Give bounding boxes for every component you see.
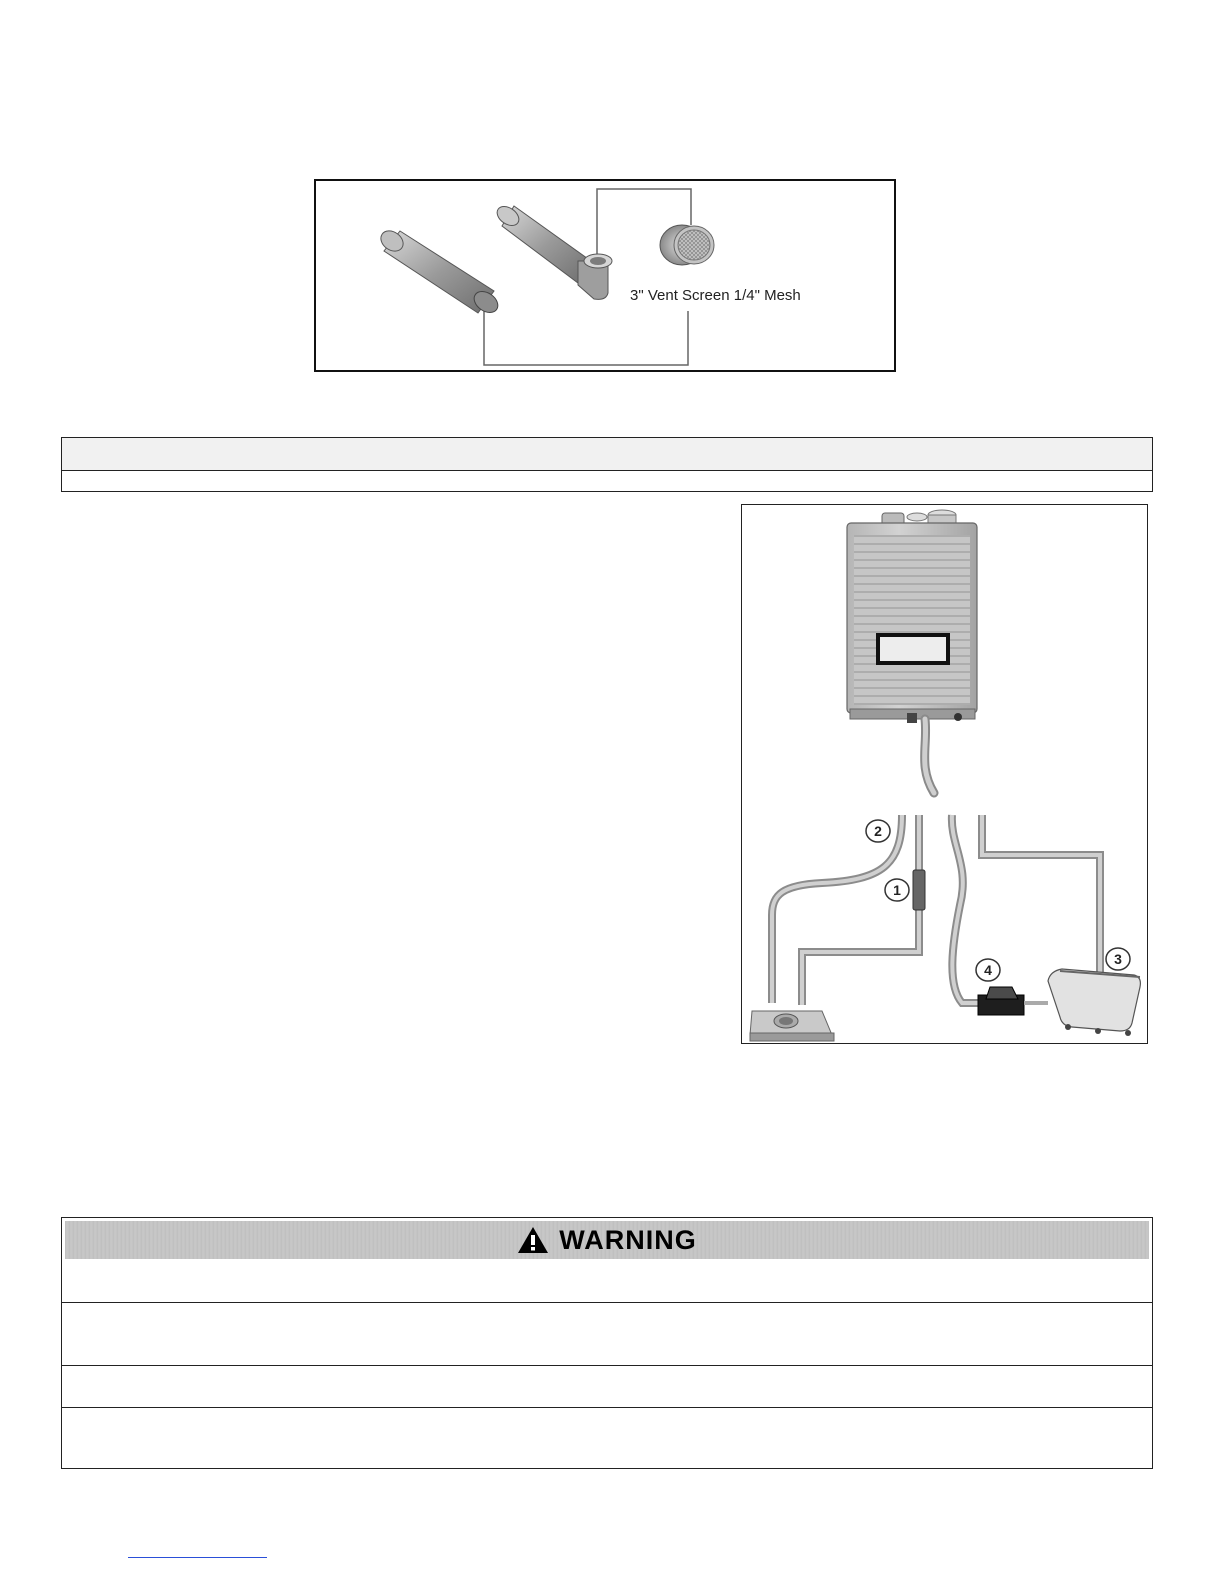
water-heater bbox=[847, 510, 977, 723]
svg-text:3: 3 bbox=[1114, 951, 1122, 967]
section-table-header bbox=[62, 438, 1152, 471]
condensate-pump-icon bbox=[978, 987, 1048, 1015]
callout-4 bbox=[976, 959, 1000, 981]
drain-pipe-3 bbox=[982, 815, 1100, 973]
warning-header bbox=[65, 1221, 1149, 1259]
footer-link[interactable] bbox=[128, 1557, 267, 1558]
warning-row-divider bbox=[62, 1302, 1152, 1303]
condensate-drain-figure bbox=[741, 504, 1148, 1044]
vent-screen-icon bbox=[660, 225, 714, 265]
straight-pipe bbox=[377, 227, 502, 317]
connector-line bbox=[484, 301, 688, 365]
svg-text:1: 1 bbox=[893, 882, 901, 898]
laundry-tub-icon bbox=[1048, 969, 1140, 1036]
drain-pipe-2 bbox=[772, 815, 902, 1003]
warning-row-divider bbox=[62, 1407, 1152, 1408]
warning-triangle-icon bbox=[517, 1226, 549, 1254]
vent-kit-illustration bbox=[316, 181, 898, 374]
warning-title: WARNING bbox=[559, 1224, 697, 1255]
callout-2 bbox=[866, 820, 890, 842]
section-table bbox=[61, 437, 1153, 492]
warning-table bbox=[61, 1217, 1153, 1469]
condensate-drain-illustration bbox=[742, 505, 1149, 1045]
svg-text:4: 4 bbox=[984, 962, 992, 978]
svg-text:2: 2 bbox=[874, 823, 882, 839]
warning-row-divider bbox=[62, 1365, 1152, 1366]
elbow-pipe bbox=[494, 203, 612, 300]
vent-screen-label: 3" Vent Screen 1/4" Mesh bbox=[630, 287, 801, 304]
vent-kit-figure bbox=[314, 179, 896, 372]
floor-drain-icon bbox=[750, 1011, 834, 1041]
callout-3 bbox=[1106, 948, 1130, 970]
callout-1 bbox=[885, 879, 909, 901]
neutralizer-icon bbox=[913, 870, 925, 910]
